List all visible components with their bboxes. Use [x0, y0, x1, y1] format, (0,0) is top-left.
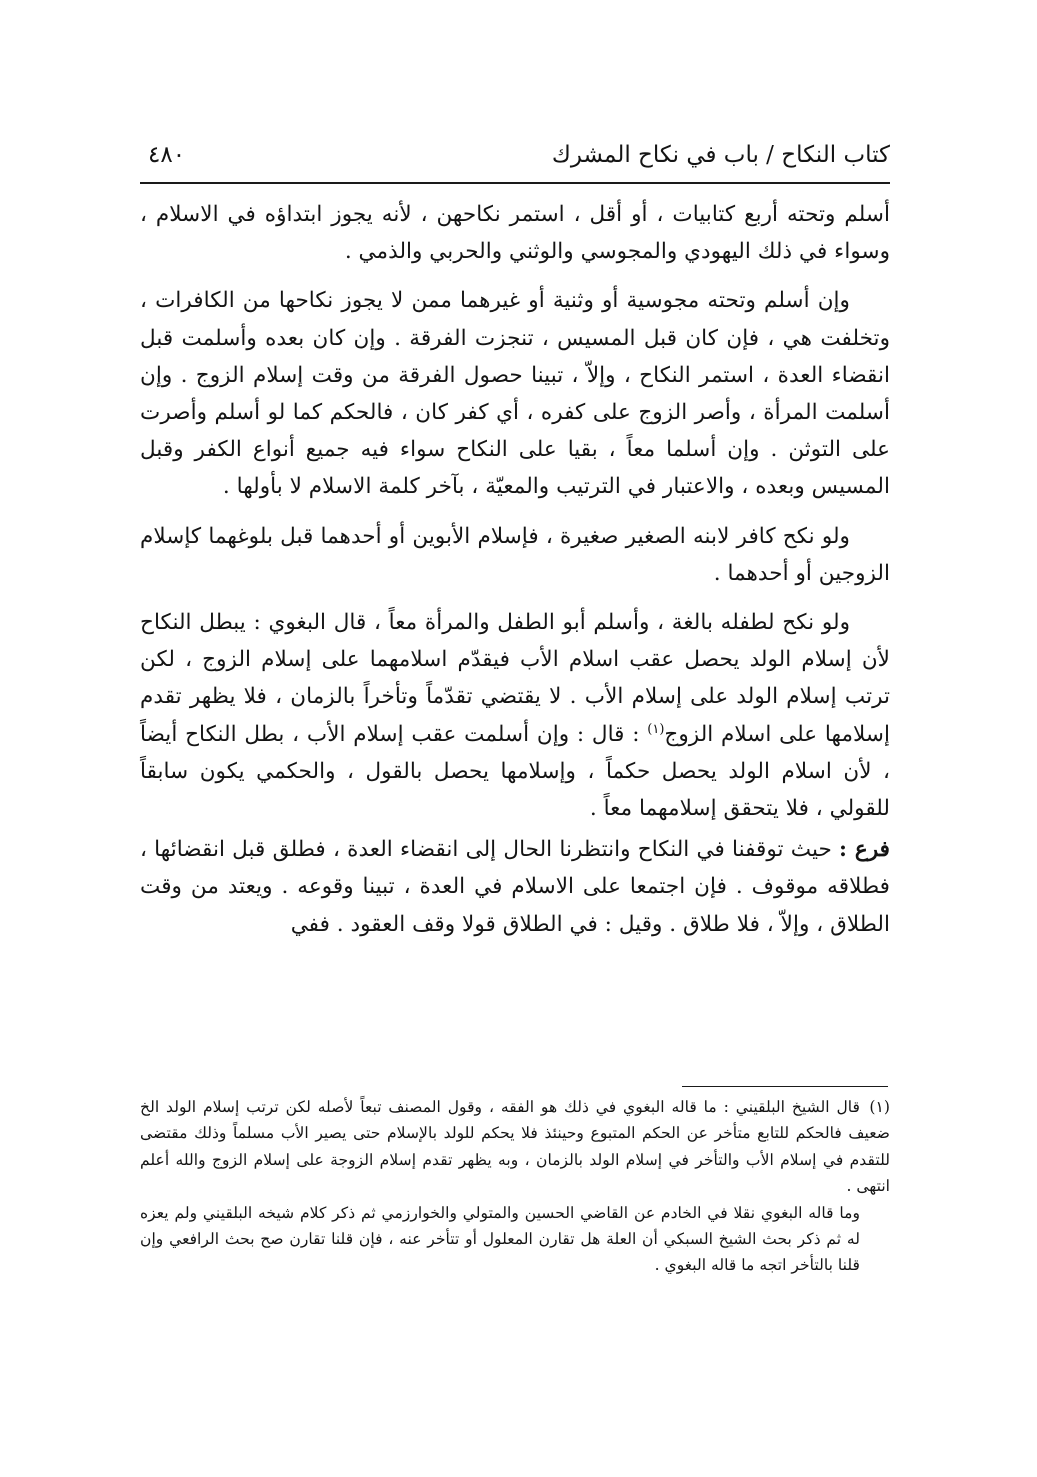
paragraph-4-part-b: : قال : وإن أسلمت عقب إسلام الأب ، بطل النكاح أيضاً ، لأن اسلام الولد يحصل حكماً ، وإسلامها يحصل بالقول ، والحكمي يكون سابقاً للقولي ، فلا يتحقق إسلامهما معاً .: [140, 721, 890, 822]
running-header: [140, 136, 890, 178]
paragraph-5-text: حيث توقفنا في النكاح وانتظرنا الحال إلى انقضاء العدة ، فطلق قبل انقضائها ، فطلاقه موقوف . فإن اجتمعا على الاسلام في العدة ، تبينا وقوعه . ويعتد من وقت الطلاق ، وإلاّ ، فلا طلاق . وقيل : في الطلاق قولا وقف العقود . ففي: [140, 837, 890, 937]
header-title: كتاب النكاح / باب في نكاح المشرك: [551, 142, 890, 168]
paragraph-4: [140, 604, 890, 827]
main-text: [140, 196, 890, 943]
footnote-1-text: قال الشيخ البلقيني : ما قاله البغوي في ذلك هو الفقه ، وقول المصنف تبعاً لأصله لكن ترتب إسلام الولد الخ ضعيف فالحكم للتابع متأخر عن الحكم المتبوع وحينئذ فلا يحكم للولد بالإسلام حتى يصير الأب مسلماً وذلك مقتضى للتقدم في إسلام الأب والتأخر في إسلام الولد بالزمان ، وبه يظهر تقدم إسلام الزوجة على إسلام الزوج والله أعلم انتهى .: [140, 1098, 890, 1196]
section-lead-far: فرع :: [839, 837, 890, 863]
footnote-1-marker: (١): [869, 1098, 890, 1116]
footnotes: [140, 1094, 890, 1279]
footnote-rule: [682, 1086, 888, 1087]
paragraph-2: وإن أسلم وتحته مجوسية أو وثنية أو غيرهما ممن لا يجوز نكاحها من الكافرات ، وتخلفت هي ، فإن كان قبل المسيس ، تنجزت الفرقة . وإن كان بعده وأسلمت قبل انقضاء العدة ، استمر النكاح ، وإلاّ ، تبينا حصول الفرقة من وقت إسلام الزوج . وإن أسلمت المرأة ، وأصر الزوج على كفره ، أي كفر كان ، فالحكم كما لو أسلم وأصرت على التوثن . وإن أسلما معاً ، بقيا على النكاح سواء فيه جميع أنواع الكفر وقبل المسيس وبعده ، والاعتبار في الترتيب والمعيّة ، بآخر كلمة الاسلام لا بأولها .: [140, 288, 890, 500]
footnote-1-continuation: وما قاله البغوي نقلا في الخادم عن القاضي الحسين والمتولي والخوارزمي ثم ذكر كلام شيخه البلقيني ولم يعزه له ثم ذكر بحث الشيخ السبكي أن العلة هل تقارن المعلول أو تتأخر عنه ، فإن قلنا تقارن صح بحث الرافعي وإن قلنا بالتأخر اتجه ما قاله البغوي .: [140, 1203, 860, 1275]
paragraph-4-part-a: ولو نكح لطفله بالغة ، وأسلم أبو الطفل والمرأة معاً ، قال البغوي : يبطل النكاح لأن إسلام الولد يحصل عقب اسلام الأب فيقدّم اسلامهما على إسلام الزوج ، لكن ترتب إسلام الولد على إسلام الأب . لا يقتضي تقدّماً وتأخراً بالزمان ، فلا يظهر تقدم إسلامها على اسلام الزوج: [140, 610, 890, 747]
paragraph-3: ولو نكح كافر لابنه الصغير صغيرة ، فإسلام الأبوين أو أحدهما قبل بلوغهما كإسلام الزوجين أو أحدهما .: [140, 523, 890, 586]
footnote-1: [140, 1094, 890, 1200]
header-rule: [140, 182, 890, 184]
page-number: ٤٨٠: [148, 142, 186, 168]
paragraph-1: أسلم وتحته أربع كتابيات ، أو أقل ، استمر نكاحهن ، لأنه يجوز ابتداؤه في الاسلام ، وسواء في ذلك اليهودي والمجوسي والوثني والحربي والذمي .: [140, 202, 890, 265]
paragraph-5: [140, 831, 890, 943]
footnote-reference[interactable]: (١): [647, 721, 665, 737]
